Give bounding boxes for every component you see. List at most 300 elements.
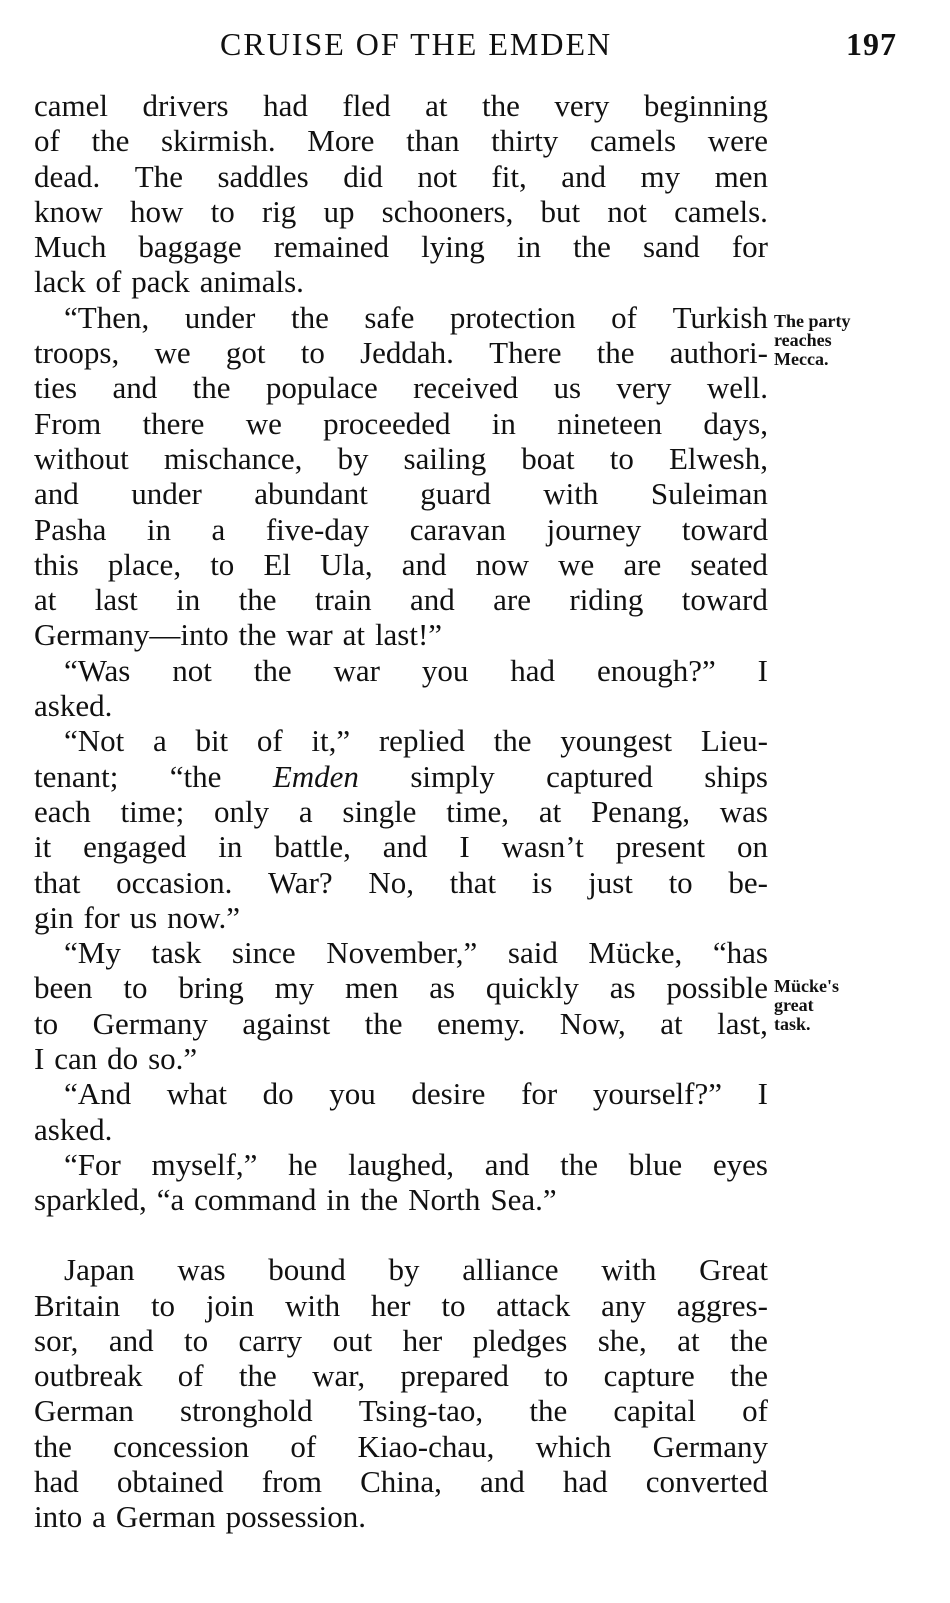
word: are	[493, 582, 532, 618]
word: Germany	[92, 1005, 208, 1041]
word: pledges	[472, 1322, 568, 1358]
word: caravan	[409, 511, 507, 547]
text-line	[34, 88, 768, 123]
word: with	[284, 1287, 341, 1323]
word: the	[493, 723, 532, 759]
text-line	[34, 1358, 768, 1393]
word: Pasha	[34, 511, 107, 547]
word: you	[329, 1076, 376, 1112]
word: her	[402, 1322, 443, 1358]
word: attack	[496, 1287, 571, 1323]
word: and	[484, 1146, 530, 1182]
word: last,	[717, 1005, 768, 1041]
text-line	[34, 1147, 768, 1182]
word: since	[231, 935, 296, 971]
text-line	[34, 970, 768, 1005]
word: the	[596, 335, 635, 371]
word: baggage	[138, 229, 242, 265]
word: she,	[597, 1322, 647, 1358]
word: sailing	[403, 440, 487, 476]
word: “And	[64, 1076, 132, 1112]
word: at	[660, 1005, 683, 1041]
word: possible	[666, 970, 768, 1006]
word: “a	[156, 1182, 185, 1218]
word: asked.	[34, 688, 113, 724]
word: the	[730, 1358, 768, 1394]
word: been	[34, 970, 93, 1006]
word: this	[34, 546, 79, 582]
word: any	[601, 1287, 646, 1323]
word: and	[382, 829, 428, 865]
word: captured	[546, 758, 653, 794]
word: “has	[712, 935, 768, 971]
text-line	[34, 1112, 768, 1147]
text-line	[34, 300, 768, 335]
word: you	[421, 652, 469, 688]
word: aggres-	[676, 1287, 768, 1323]
word: I	[34, 1041, 45, 1077]
text-line	[34, 335, 768, 370]
word: for	[83, 899, 120, 935]
word: sparkled,	[34, 1182, 147, 1218]
word: last	[94, 582, 138, 618]
page-number: 197	[846, 26, 897, 62]
word: had	[263, 88, 308, 123]
word: Turkish	[672, 299, 768, 335]
word: sor,	[34, 1322, 79, 1358]
word: animals.	[199, 264, 304, 300]
word: asked.	[34, 1111, 113, 1147]
word: obtained	[116, 1463, 224, 1499]
word: Lieu-	[700, 723, 768, 759]
word: the	[34, 1428, 72, 1464]
word: Britain	[34, 1287, 121, 1323]
word: the	[360, 1182, 399, 1218]
word: carry	[238, 1322, 303, 1358]
word: ships	[704, 758, 768, 794]
word: to	[609, 440, 634, 476]
word: “Then,	[64, 299, 150, 335]
word: capture	[603, 1358, 695, 1394]
word: us	[129, 899, 158, 935]
word: lying	[421, 229, 485, 265]
word: battle,	[274, 829, 351, 865]
word: blue	[628, 1146, 683, 1182]
word: war	[333, 652, 381, 688]
text-line	[34, 688, 768, 723]
word: a	[211, 511, 226, 547]
word: her	[370, 1287, 411, 1323]
word: camels	[589, 123, 677, 159]
word: at	[677, 1322, 700, 1358]
word: on	[736, 829, 768, 865]
word: a	[152, 723, 167, 759]
word: as	[609, 970, 636, 1006]
word: under	[184, 299, 256, 335]
word: without	[34, 440, 129, 476]
text-line	[34, 1182, 768, 1252]
text-line	[34, 264, 768, 299]
word: can	[54, 1041, 98, 1077]
word: had	[562, 1463, 608, 1499]
word: thirty	[491, 123, 559, 159]
word: camels.	[674, 193, 768, 229]
word: with	[601, 1252, 657, 1288]
word: simply	[410, 758, 495, 794]
text-line	[34, 1464, 768, 1499]
word: of	[611, 299, 637, 335]
word: to	[183, 1322, 209, 1358]
word: Germany—into	[34, 617, 229, 653]
word: were	[707, 123, 768, 159]
word: had	[510, 652, 556, 688]
word: to	[441, 1287, 466, 1323]
word: enemy.	[436, 1005, 526, 1041]
word: I	[757, 1076, 768, 1112]
word: to	[668, 864, 693, 900]
word: of	[95, 264, 122, 300]
word: toward	[681, 582, 768, 618]
word: bring	[178, 970, 244, 1006]
word: seated	[690, 546, 768, 582]
word: well.	[706, 370, 768, 406]
body-text	[34, 88, 768, 1535]
word: From	[34, 405, 102, 441]
word: now.”	[167, 899, 240, 935]
word: “My	[64, 935, 121, 971]
word: eyes	[712, 1146, 768, 1182]
word: join	[205, 1287, 255, 1323]
word: and	[561, 158, 606, 194]
word: German	[34, 1393, 134, 1429]
word: at	[425, 88, 448, 123]
word: Kiao-chau,	[357, 1428, 495, 1464]
word: bit	[195, 723, 229, 759]
word: now	[475, 546, 530, 582]
word: and	[108, 1322, 154, 1358]
word: skirmish.	[161, 123, 276, 159]
word: in	[146, 511, 171, 547]
word: of	[34, 123, 60, 159]
text-line	[34, 194, 768, 229]
text-line	[34, 723, 768, 758]
word: the	[91, 123, 130, 159]
text-line	[34, 1006, 768, 1041]
word: so.”	[148, 1041, 198, 1077]
word: did	[343, 158, 383, 194]
text-line	[34, 794, 768, 829]
text-line	[34, 653, 768, 688]
running-title: CRUISE OF THE EMDEN	[220, 26, 613, 62]
word: toward	[681, 511, 768, 547]
word: the	[481, 88, 520, 123]
word: to	[300, 335, 325, 371]
word: The	[134, 158, 183, 194]
word: sand	[642, 229, 700, 265]
text-line	[34, 512, 768, 547]
word: myself,”	[151, 1146, 258, 1182]
word: last!”	[374, 617, 443, 653]
word: Mücke,	[588, 935, 683, 971]
page-header	[0, 26, 950, 70]
word: of	[177, 1358, 204, 1394]
word: the	[529, 1393, 568, 1429]
word: nineteen	[557, 405, 663, 441]
word: know	[34, 193, 103, 229]
word: to	[150, 1287, 176, 1323]
text-line	[34, 406, 768, 441]
word: to	[544, 1358, 569, 1394]
word: each	[34, 793, 91, 829]
word: outbreak	[34, 1358, 143, 1394]
word: the	[253, 652, 292, 688]
sidenote-party-reaches-mecca: The party reaches Mecca.	[774, 311, 851, 369]
word: days,	[703, 405, 768, 441]
word: which	[535, 1428, 612, 1464]
word: he	[288, 1146, 318, 1182]
word: to	[210, 546, 235, 582]
text-line	[34, 547, 768, 582]
word: fled	[342, 88, 391, 123]
word: the	[238, 582, 277, 618]
word: my	[274, 970, 315, 1006]
word: command	[194, 1182, 317, 1218]
word: out	[332, 1322, 373, 1358]
word: camel	[34, 88, 109, 123]
word: safe	[364, 299, 415, 335]
word: be-	[728, 864, 768, 900]
word: not	[417, 158, 457, 194]
word: war,	[312, 1358, 366, 1394]
word: Japan	[64, 1252, 135, 1288]
word: wasn’t	[501, 829, 584, 865]
text-line	[34, 617, 768, 652]
word: than	[406, 123, 460, 159]
word: the	[364, 1005, 403, 1041]
word: war	[286, 617, 333, 653]
text-line	[34, 865, 768, 900]
word: to	[34, 1005, 59, 1041]
word: bound	[268, 1252, 346, 1288]
word: Tsing-tao,	[358, 1393, 484, 1429]
word: in	[516, 229, 541, 265]
word: replied	[378, 723, 465, 759]
word: how	[130, 193, 184, 229]
word: not	[607, 193, 647, 229]
text-line	[34, 1323, 768, 1358]
word: at	[34, 582, 57, 618]
word: in	[218, 829, 243, 865]
word: No,	[368, 864, 414, 900]
word: is	[531, 864, 553, 900]
word: very	[554, 88, 610, 123]
word: by	[337, 440, 369, 476]
word: Sea.”	[490, 1182, 557, 1218]
word: abundant	[254, 476, 368, 512]
word: boat	[521, 440, 575, 476]
word: was	[177, 1252, 226, 1288]
word: the	[573, 229, 611, 265]
text-line	[34, 759, 768, 794]
word: present	[615, 829, 706, 865]
word: task	[151, 935, 202, 971]
word: against	[242, 1005, 331, 1041]
word: at	[538, 793, 562, 829]
word: Emden	[272, 758, 359, 794]
word: under	[131, 476, 202, 512]
word: ties	[34, 370, 78, 406]
word: lack	[34, 264, 86, 300]
word: from	[261, 1463, 322, 1499]
word: yourself?”	[592, 1076, 722, 1112]
word: Suleiman	[650, 476, 768, 512]
word: North	[408, 1182, 481, 1218]
word: got	[225, 335, 266, 371]
word: the	[192, 370, 231, 406]
word: we	[154, 335, 191, 371]
word: I	[757, 652, 768, 688]
text-line	[34, 829, 768, 864]
word: occasion.	[116, 864, 233, 900]
text-line	[34, 1429, 768, 1464]
text-line	[34, 229, 768, 264]
word: had	[34, 1463, 79, 1499]
word: schooners,	[381, 193, 514, 229]
text-line	[34, 1076, 768, 1111]
word: laughed,	[348, 1146, 454, 1182]
word: dead.	[34, 158, 101, 194]
word: but	[540, 193, 581, 229]
word: do	[107, 1041, 139, 1077]
word: enough?”	[596, 652, 716, 688]
word: what	[166, 1076, 228, 1112]
word: “For	[64, 1146, 121, 1182]
word: as	[429, 970, 456, 1006]
word: quickly	[485, 970, 579, 1006]
word: riding	[569, 582, 644, 618]
word: Elwesh,	[668, 440, 768, 476]
word: that	[34, 864, 81, 900]
word: El	[263, 546, 291, 582]
word: Ula,	[320, 546, 373, 582]
word: War?	[268, 864, 333, 900]
word: protection	[449, 299, 576, 335]
word: capital	[613, 1393, 696, 1429]
word: I	[459, 829, 470, 865]
word: single	[342, 793, 417, 829]
word: a	[298, 793, 313, 829]
word: the	[238, 1358, 277, 1394]
word: with	[543, 476, 599, 512]
word: was	[719, 793, 768, 829]
sidenote-muckes-great-task: Mücke's great task.	[774, 976, 839, 1034]
word: authori-	[669, 335, 768, 371]
word: engaged	[83, 829, 187, 865]
word: do	[262, 1076, 294, 1112]
word: pack	[131, 264, 190, 300]
word: saddles	[217, 158, 309, 194]
word: and	[401, 546, 447, 582]
word: men	[714, 158, 768, 194]
word: Penang,	[590, 793, 690, 829]
word: rig	[261, 193, 297, 229]
word: of	[256, 723, 283, 759]
word: and	[410, 582, 455, 618]
word: and	[480, 1463, 525, 1499]
text-line	[34, 370, 768, 405]
word: and	[34, 476, 79, 512]
word: are	[623, 546, 662, 582]
word: the	[730, 1322, 768, 1358]
word: concession	[113, 1428, 250, 1464]
word: German	[115, 1499, 216, 1535]
word: us	[553, 370, 582, 406]
word: the	[290, 299, 329, 335]
text-line	[34, 1252, 768, 1287]
word: it	[34, 829, 52, 865]
text-line	[34, 935, 768, 970]
word: train	[314, 582, 372, 618]
word: drivers	[142, 88, 229, 123]
word: Jeddah.	[360, 335, 454, 371]
word: desire	[411, 1076, 486, 1112]
word: “Not	[64, 723, 125, 759]
text-line	[34, 900, 768, 935]
word: for	[521, 1076, 558, 1112]
word: of	[742, 1393, 768, 1429]
word: guard	[420, 476, 491, 512]
word: place,	[107, 546, 182, 582]
word: only	[214, 793, 270, 829]
word: beginning	[643, 88, 768, 123]
text-line	[34, 1041, 768, 1076]
word: by	[388, 1252, 420, 1288]
text-line	[34, 123, 768, 158]
word: said	[507, 935, 558, 971]
word: youngest	[560, 723, 673, 759]
word: at	[342, 617, 366, 653]
text-line	[34, 159, 768, 194]
word: in	[491, 405, 516, 441]
word: fit,	[491, 158, 527, 194]
word: very	[616, 370, 672, 406]
word: time,	[446, 793, 510, 829]
text-line	[34, 582, 768, 617]
text-line	[34, 1288, 768, 1323]
word: a	[92, 1499, 106, 1535]
word: we	[245, 405, 282, 441]
word: journey	[546, 511, 642, 547]
word: in	[326, 1182, 351, 1218]
word: gin	[34, 899, 74, 935]
word: China,	[360, 1463, 442, 1499]
word: in	[176, 582, 201, 618]
word: tenant;	[34, 758, 119, 794]
word: of	[290, 1428, 317, 1464]
word: to	[210, 193, 235, 229]
word: for	[731, 229, 768, 265]
word: and	[112, 370, 158, 406]
text-line	[34, 1499, 768, 1534]
word: received	[413, 370, 519, 406]
word: not	[172, 652, 212, 688]
word: alliance	[462, 1252, 559, 1288]
word: men	[345, 970, 399, 1006]
text-line	[34, 476, 768, 511]
word: populace	[265, 370, 378, 406]
word: proceeded	[323, 405, 451, 441]
word: the	[560, 1146, 599, 1182]
